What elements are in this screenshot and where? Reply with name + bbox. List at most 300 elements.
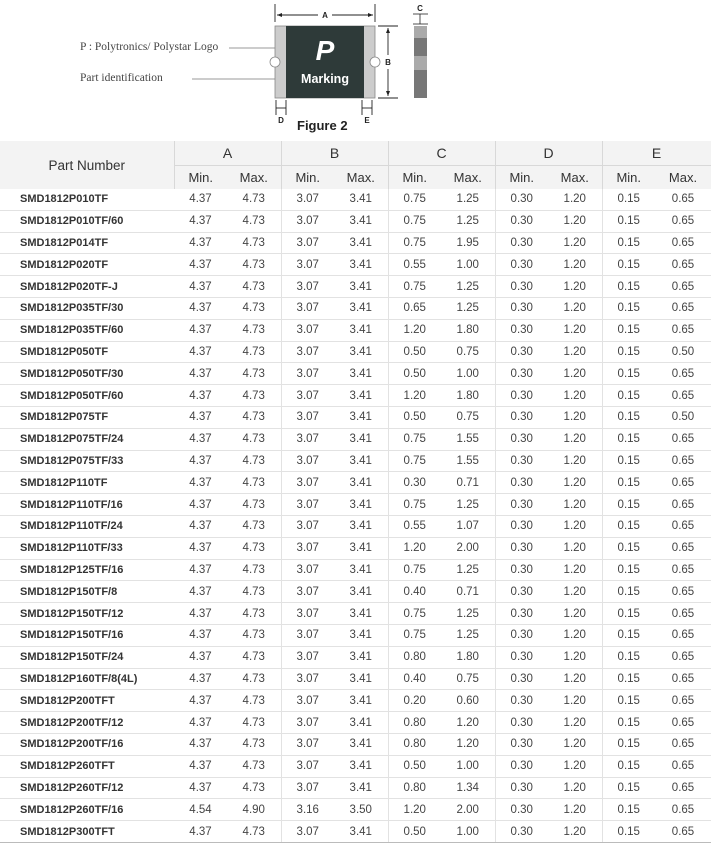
a-max-cell: 4.90 xyxy=(227,799,281,821)
b-max-cell: 3.41 xyxy=(334,450,388,472)
d-max-cell: 1.20 xyxy=(548,799,602,821)
d-max-cell: 1.20 xyxy=(548,363,602,385)
a-max-cell: 4.73 xyxy=(227,341,281,363)
d-min-cell: 0.30 xyxy=(495,406,548,428)
d-min-cell: 0.30 xyxy=(495,385,548,407)
e-max-cell: 0.65 xyxy=(655,624,711,646)
c-min-cell: 0.75 xyxy=(388,428,441,450)
c-min-cell: 1.20 xyxy=(388,799,441,821)
a-min-cell: 4.37 xyxy=(174,385,227,407)
part-number-cell: SMD1812P010TF xyxy=(0,189,174,210)
table-row xyxy=(0,581,711,603)
a-max-cell: 4.73 xyxy=(227,232,281,254)
e-max-cell: 0.65 xyxy=(655,254,711,276)
e-min-cell: 0.15 xyxy=(602,254,655,276)
a-max-cell: 4.73 xyxy=(227,494,281,516)
a-min-cell: 4.37 xyxy=(174,821,227,843)
a-min-cell: 4.37 xyxy=(174,341,227,363)
c-min-cell: 0.75 xyxy=(388,232,441,254)
table-row xyxy=(0,755,711,777)
e-min-cell: 0.15 xyxy=(602,515,655,537)
e-max-cell: 0.65 xyxy=(655,799,711,821)
b-min-cell: 3.07 xyxy=(281,210,334,232)
chip-logo: P xyxy=(315,35,335,66)
d-min-cell: 0.30 xyxy=(495,712,548,734)
a-min-cell: 4.54 xyxy=(174,799,227,821)
c-max-cell: 2.00 xyxy=(441,537,495,559)
e-max-cell: 0.65 xyxy=(655,297,711,319)
max-header: Max. xyxy=(227,166,281,190)
d-min-cell: 0.30 xyxy=(495,189,548,210)
d-min-cell: 0.30 xyxy=(495,603,548,625)
c-max-cell: 0.71 xyxy=(441,581,495,603)
a-min-cell: 4.37 xyxy=(174,733,227,755)
c-max-cell: 1.00 xyxy=(441,363,495,385)
table-body xyxy=(0,189,711,842)
e-min-cell: 0.15 xyxy=(602,668,655,690)
part-number-cell: SMD1812P150TF/16 xyxy=(0,624,174,646)
b-min-cell: 3.07 xyxy=(281,581,334,603)
d-max-cell: 1.20 xyxy=(548,276,602,298)
c-max-cell: 1.25 xyxy=(441,276,495,298)
b-max-cell: 3.41 xyxy=(334,559,388,581)
b-min-cell: 3.07 xyxy=(281,755,334,777)
group-header-b: B xyxy=(281,141,388,166)
a-min-cell: 4.37 xyxy=(174,559,227,581)
e-min-cell: 0.15 xyxy=(602,297,655,319)
a-min-cell: 4.37 xyxy=(174,755,227,777)
a-max-cell: 4.73 xyxy=(227,559,281,581)
table-row xyxy=(0,537,711,559)
c-max-cell: 1.00 xyxy=(441,755,495,777)
c-min-cell: 0.50 xyxy=(388,821,441,843)
a-max-cell: 4.73 xyxy=(227,624,281,646)
e-max-cell: 0.65 xyxy=(655,603,711,625)
a-min-cell: 4.37 xyxy=(174,428,227,450)
e-min-cell: 0.15 xyxy=(602,363,655,385)
a-max-cell: 4.73 xyxy=(227,276,281,298)
c-min-cell: 0.75 xyxy=(388,189,441,210)
b-min-cell: 3.07 xyxy=(281,363,334,385)
e-max-cell: 0.65 xyxy=(655,428,711,450)
e-max-cell: 0.65 xyxy=(655,210,711,232)
a-min-cell: 4.37 xyxy=(174,472,227,494)
c-max-cell: 1.20 xyxy=(441,733,495,755)
a-max-cell: 4.73 xyxy=(227,428,281,450)
e-min-cell: 0.15 xyxy=(602,210,655,232)
d-max-cell: 1.20 xyxy=(548,712,602,734)
c-min-cell: 0.55 xyxy=(388,515,441,537)
c-min-cell: 0.40 xyxy=(388,581,441,603)
part-number-header: Part Number xyxy=(0,141,174,189)
table-row xyxy=(0,821,711,843)
e-max-cell: 0.65 xyxy=(655,450,711,472)
b-max-cell: 3.41 xyxy=(334,428,388,450)
c-max-cell: 1.25 xyxy=(441,189,495,210)
c-min-cell: 1.20 xyxy=(388,537,441,559)
e-min-cell: 0.15 xyxy=(602,232,655,254)
a-min-cell: 4.37 xyxy=(174,646,227,668)
part-number-cell: SMD1812P110TF/16 xyxy=(0,494,174,516)
d-min-cell: 0.30 xyxy=(495,515,548,537)
e-max-cell: 0.50 xyxy=(655,341,711,363)
min-header: Min. xyxy=(281,166,334,190)
e-min-cell: 0.15 xyxy=(602,472,655,494)
a-min-cell: 4.37 xyxy=(174,450,227,472)
e-min-cell: 0.15 xyxy=(602,777,655,799)
part-number-cell: SMD1812P110TF/24 xyxy=(0,515,174,537)
a-min-cell: 4.37 xyxy=(174,232,227,254)
part-number-cell: SMD1812P150TF/8 xyxy=(0,581,174,603)
e-max-cell: 0.65 xyxy=(655,646,711,668)
d-min-cell: 0.30 xyxy=(495,646,548,668)
b-min-cell: 3.07 xyxy=(281,472,334,494)
a-min-cell: 4.37 xyxy=(174,363,227,385)
part-number-cell: SMD1812P035TF/60 xyxy=(0,319,174,341)
b-min-cell: 3.07 xyxy=(281,385,334,407)
table-row xyxy=(0,668,711,690)
table-row xyxy=(0,189,711,210)
table-row xyxy=(0,210,711,232)
c-min-cell: 0.75 xyxy=(388,559,441,581)
table-row xyxy=(0,733,711,755)
c-min-cell: 0.50 xyxy=(388,341,441,363)
a-max-cell: 4.73 xyxy=(227,297,281,319)
d-max-cell: 1.20 xyxy=(548,341,602,363)
max-header: Max. xyxy=(548,166,602,190)
a-min-cell: 4.37 xyxy=(174,603,227,625)
max-header: Max. xyxy=(441,166,495,190)
b-max-cell: 3.41 xyxy=(334,537,388,559)
e-min-cell: 0.15 xyxy=(602,603,655,625)
b-max-cell: 3.41 xyxy=(334,254,388,276)
min-header: Min. xyxy=(495,166,548,190)
d-min-cell: 0.30 xyxy=(495,297,548,319)
e-max-cell: 0.65 xyxy=(655,232,711,254)
table-row xyxy=(0,494,711,516)
b-min-cell: 3.16 xyxy=(281,799,334,821)
a-min-cell: 4.37 xyxy=(174,624,227,646)
c-max-cell: 1.25 xyxy=(441,297,495,319)
part-number-cell: SMD1812P200TFT xyxy=(0,690,174,712)
part-number-cell: SMD1812P020TF xyxy=(0,254,174,276)
c-max-cell: 0.71 xyxy=(441,472,495,494)
d-max-cell: 1.20 xyxy=(548,428,602,450)
e-min-cell: 0.15 xyxy=(602,319,655,341)
table-row xyxy=(0,646,711,668)
a-min-cell: 4.37 xyxy=(174,668,227,690)
part-number-cell: SMD1812P014TF xyxy=(0,232,174,254)
c-min-cell: 0.80 xyxy=(388,777,441,799)
a-max-cell: 4.73 xyxy=(227,406,281,428)
e-max-cell: 0.65 xyxy=(655,189,711,210)
d-max-cell: 1.20 xyxy=(548,581,602,603)
c-min-cell: 0.30 xyxy=(388,472,441,494)
b-min-cell: 3.07 xyxy=(281,537,334,559)
b-min-cell: 3.07 xyxy=(281,559,334,581)
part-number-cell: SMD1812P050TF/30 xyxy=(0,363,174,385)
b-min-cell: 3.07 xyxy=(281,254,334,276)
d-max-cell: 1.20 xyxy=(548,450,602,472)
e-min-cell: 0.15 xyxy=(602,428,655,450)
e-max-cell: 0.65 xyxy=(655,319,711,341)
e-max-cell: 0.65 xyxy=(655,733,711,755)
b-max-cell: 3.41 xyxy=(334,712,388,734)
d-min-cell: 0.30 xyxy=(495,472,548,494)
d-max-cell: 1.20 xyxy=(548,559,602,581)
b-max-cell: 3.41 xyxy=(334,363,388,385)
a-min-cell: 4.37 xyxy=(174,189,227,210)
chip-marking-text: Marking xyxy=(301,72,349,86)
part-number-cell: SMD1812P075TF xyxy=(0,406,174,428)
e-min-cell: 0.15 xyxy=(602,646,655,668)
a-min-cell: 4.37 xyxy=(174,515,227,537)
b-max-cell: 3.41 xyxy=(334,297,388,319)
d-max-cell: 1.20 xyxy=(548,821,602,843)
a-max-cell: 4.73 xyxy=(227,712,281,734)
b-min-cell: 3.07 xyxy=(281,406,334,428)
d-min-cell: 0.30 xyxy=(495,494,548,516)
d-min-cell: 0.30 xyxy=(495,559,548,581)
d-max-cell: 1.20 xyxy=(548,232,602,254)
b-min-cell: 3.07 xyxy=(281,494,334,516)
e-max-cell: 0.65 xyxy=(655,821,711,843)
part-number-cell: SMD1812P160TF/8(4L) xyxy=(0,668,174,690)
e-min-cell: 0.15 xyxy=(602,341,655,363)
d-min-cell: 0.30 xyxy=(495,733,548,755)
e-max-cell: 0.50 xyxy=(655,406,711,428)
a-min-cell: 4.37 xyxy=(174,210,227,232)
d-max-cell: 1.20 xyxy=(548,690,602,712)
d-max-cell: 1.20 xyxy=(548,494,602,516)
a-min-cell: 4.37 xyxy=(174,254,227,276)
part-number-cell: SMD1812P075TF/33 xyxy=(0,450,174,472)
d-min-cell: 0.30 xyxy=(495,341,548,363)
table-row xyxy=(0,690,711,712)
c-max-cell: 0.75 xyxy=(441,406,495,428)
d-max-cell: 1.20 xyxy=(548,515,602,537)
e-max-cell: 0.65 xyxy=(655,690,711,712)
d-min-cell: 0.30 xyxy=(495,668,548,690)
b-min-cell: 3.07 xyxy=(281,690,334,712)
e-min-cell: 0.15 xyxy=(602,406,655,428)
table-row xyxy=(0,276,711,298)
b-max-cell: 3.41 xyxy=(334,755,388,777)
part-number-cell: SMD1812P200TF/12 xyxy=(0,712,174,734)
b-max-cell: 3.41 xyxy=(334,733,388,755)
b-max-cell: 3.41 xyxy=(334,603,388,625)
d-min-cell: 0.30 xyxy=(495,363,548,385)
a-max-cell: 4.73 xyxy=(227,690,281,712)
c-min-cell: 1.20 xyxy=(388,385,441,407)
c-min-cell: 0.75 xyxy=(388,624,441,646)
e-max-cell: 0.65 xyxy=(655,581,711,603)
b-max-cell: 3.41 xyxy=(334,385,388,407)
part-number-cell: SMD1812P150TF/24 xyxy=(0,646,174,668)
c-max-cell: 0.60 xyxy=(441,690,495,712)
c-max-cell: 1.95 xyxy=(441,232,495,254)
max-header: Max. xyxy=(334,166,388,190)
b-min-cell: 3.07 xyxy=(281,646,334,668)
b-max-cell: 3.41 xyxy=(334,646,388,668)
figure-title: Figure 2 xyxy=(297,118,348,133)
a-max-cell: 4.73 xyxy=(227,189,281,210)
e-min-cell: 0.15 xyxy=(602,276,655,298)
d-min-cell: 0.30 xyxy=(495,690,548,712)
a-min-cell: 4.37 xyxy=(174,712,227,734)
e-min-cell: 0.15 xyxy=(602,712,655,734)
a-min-cell: 4.37 xyxy=(174,406,227,428)
c-max-cell: 0.75 xyxy=(441,341,495,363)
b-min-cell: 3.07 xyxy=(281,189,334,210)
d-min-cell: 0.30 xyxy=(495,428,548,450)
part-number-cell: SMD1812P150TF/12 xyxy=(0,603,174,625)
table-row xyxy=(0,472,711,494)
c-min-cell: 0.80 xyxy=(388,712,441,734)
d-min-cell: 0.30 xyxy=(495,319,548,341)
b-max-cell: 3.41 xyxy=(334,821,388,843)
b-max-cell: 3.41 xyxy=(334,406,388,428)
part-number-cell: SMD1812P010TF/60 xyxy=(0,210,174,232)
e-min-cell: 0.15 xyxy=(602,559,655,581)
dim-b-label: B xyxy=(385,58,391,67)
c-min-cell: 0.50 xyxy=(388,363,441,385)
a-min-cell: 4.37 xyxy=(174,690,227,712)
c-min-cell: 0.75 xyxy=(388,494,441,516)
part-number-cell: SMD1812P075TF/24 xyxy=(0,428,174,450)
b-min-cell: 3.07 xyxy=(281,668,334,690)
a-min-cell: 4.37 xyxy=(174,581,227,603)
a-min-cell: 4.37 xyxy=(174,494,227,516)
d-max-cell: 1.20 xyxy=(548,646,602,668)
d-max-cell: 1.20 xyxy=(548,189,602,210)
b-max-cell: 3.41 xyxy=(334,494,388,516)
c-min-cell: 0.75 xyxy=(388,603,441,625)
b-max-cell: 3.41 xyxy=(334,624,388,646)
part-number-cell: SMD1812P125TF/16 xyxy=(0,559,174,581)
a-max-cell: 4.73 xyxy=(227,668,281,690)
c-min-cell: 0.20 xyxy=(388,690,441,712)
a-max-cell: 4.73 xyxy=(227,537,281,559)
e-max-cell: 0.65 xyxy=(655,777,711,799)
b-max-cell: 3.50 xyxy=(334,799,388,821)
min-header: Min. xyxy=(602,166,655,190)
c-max-cell: 1.80 xyxy=(441,385,495,407)
d-max-cell: 1.20 xyxy=(548,406,602,428)
c-min-cell: 0.80 xyxy=(388,646,441,668)
e-max-cell: 0.65 xyxy=(655,668,711,690)
part-number-cell: SMD1812P260TFT xyxy=(0,755,174,777)
c-min-cell: 0.55 xyxy=(388,254,441,276)
b-min-cell: 3.07 xyxy=(281,515,334,537)
a-max-cell: 4.73 xyxy=(227,210,281,232)
part-number-cell: SMD1812P300TFT xyxy=(0,821,174,843)
b-max-cell: 3.41 xyxy=(334,341,388,363)
d-max-cell: 1.20 xyxy=(548,733,602,755)
e-max-cell: 0.65 xyxy=(655,363,711,385)
e-min-cell: 0.15 xyxy=(602,385,655,407)
table-row xyxy=(0,450,711,472)
c-max-cell: 1.07 xyxy=(441,515,495,537)
c-min-cell: 0.80 xyxy=(388,733,441,755)
a-min-cell: 4.37 xyxy=(174,319,227,341)
max-header: Max. xyxy=(655,166,711,190)
part-identification-caption: Part identification xyxy=(80,72,163,84)
b-max-cell: 3.41 xyxy=(334,319,388,341)
d-min-cell: 0.30 xyxy=(495,232,548,254)
min-header: Min. xyxy=(388,166,441,190)
d-min-cell: 0.30 xyxy=(495,276,548,298)
c-max-cell: 1.25 xyxy=(441,210,495,232)
part-number-cell: SMD1812P050TF xyxy=(0,341,174,363)
d-min-cell: 0.30 xyxy=(495,254,548,276)
dim-e-label: E xyxy=(364,116,370,125)
a-max-cell: 4.73 xyxy=(227,821,281,843)
b-max-cell: 3.41 xyxy=(334,189,388,210)
b-min-cell: 3.07 xyxy=(281,821,334,843)
group-header-e: E xyxy=(602,141,711,166)
table-header-groups xyxy=(0,141,711,166)
e-max-cell: 0.65 xyxy=(655,755,711,777)
e-max-cell: 0.65 xyxy=(655,276,711,298)
a-max-cell: 4.73 xyxy=(227,515,281,537)
d-max-cell: 1.20 xyxy=(548,210,602,232)
c-min-cell: 1.20 xyxy=(388,319,441,341)
a-max-cell: 4.73 xyxy=(227,603,281,625)
d-max-cell: 1.20 xyxy=(548,624,602,646)
table-row xyxy=(0,297,711,319)
d-min-cell: 0.30 xyxy=(495,450,548,472)
d-max-cell: 1.20 xyxy=(548,297,602,319)
e-min-cell: 0.15 xyxy=(602,494,655,516)
e-min-cell: 0.15 xyxy=(602,450,655,472)
e-max-cell: 0.65 xyxy=(655,385,711,407)
c-max-cell: 1.20 xyxy=(441,712,495,734)
table-row xyxy=(0,319,711,341)
c-max-cell: 2.00 xyxy=(441,799,495,821)
d-max-cell: 1.20 xyxy=(548,755,602,777)
a-max-cell: 4.73 xyxy=(227,777,281,799)
b-min-cell: 3.07 xyxy=(281,297,334,319)
a-max-cell: 4.73 xyxy=(227,646,281,668)
b-max-cell: 3.41 xyxy=(334,668,388,690)
b-max-cell: 3.41 xyxy=(334,472,388,494)
dim-c-label: C xyxy=(417,4,423,13)
d-max-cell: 1.20 xyxy=(548,537,602,559)
table-row xyxy=(0,385,711,407)
b-min-cell: 3.07 xyxy=(281,603,334,625)
b-max-cell: 3.41 xyxy=(334,581,388,603)
logo-caption: P : Polytronics/ Polystar Logo xyxy=(80,41,219,53)
b-max-cell: 3.41 xyxy=(334,276,388,298)
part-number-cell: SMD1812P050TF/60 xyxy=(0,385,174,407)
chip-drawing xyxy=(0,0,711,140)
c-max-cell: 0.75 xyxy=(441,668,495,690)
c-max-cell: 1.34 xyxy=(441,777,495,799)
d-min-cell: 0.30 xyxy=(495,755,548,777)
table-row xyxy=(0,624,711,646)
c-min-cell: 0.65 xyxy=(388,297,441,319)
d-max-cell: 1.20 xyxy=(548,603,602,625)
table-row xyxy=(0,406,711,428)
c-max-cell: 1.80 xyxy=(441,319,495,341)
c-max-cell: 1.80 xyxy=(441,646,495,668)
part-number-cell: SMD1812P260TF/16 xyxy=(0,799,174,821)
d-min-cell: 0.30 xyxy=(495,777,548,799)
b-max-cell: 3.41 xyxy=(334,210,388,232)
e-max-cell: 0.65 xyxy=(655,559,711,581)
c-max-cell: 1.00 xyxy=(441,821,495,843)
